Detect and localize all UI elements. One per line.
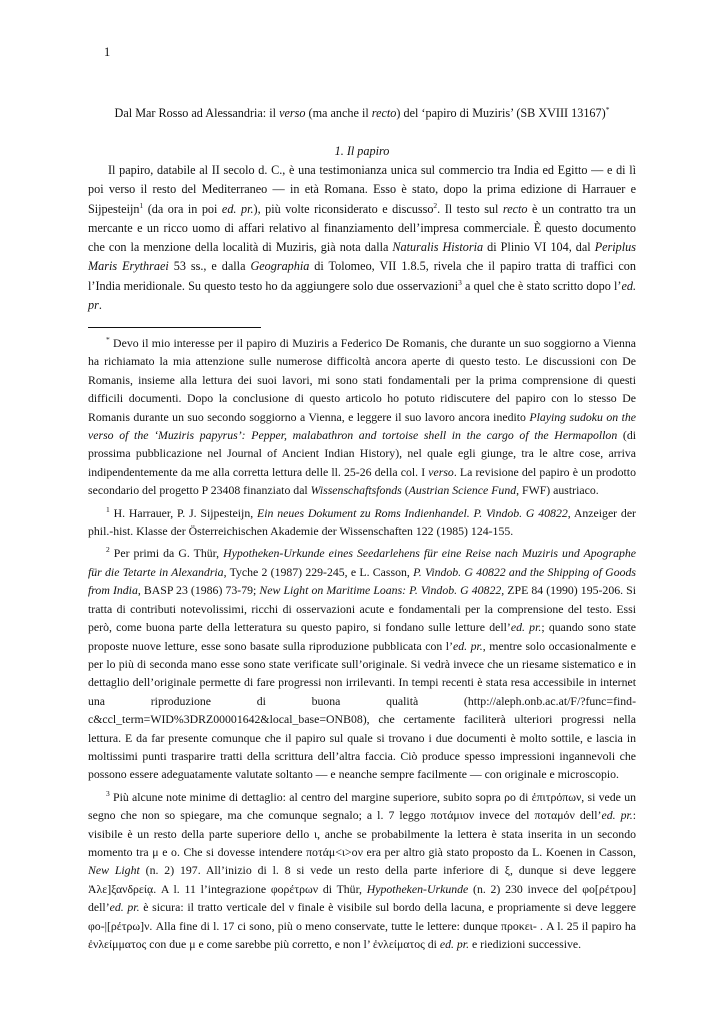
footnote-text: Devo il mio interesse per il papiro di Muziris a Federico De Romanis, che durante un suo soggiorno a Vienna ha richiamato la mia attenzione sulle numerose difficoltà ancora aperte di questo testo. Le discussioni con De Romanis, insieme alla lettura dei suoi lavori, mi sono stati fondamentali per la prima comprensione di questi difficili documenti. Dopo la conclusione di questo articolo ho potuto ridiscutere del papiro con lo stesso De Romanis durante un suo secondo soggiorno a Vienna, e leggere il suo lavoro ancora inedito xyxy=(88,336,636,424)
footnote-3 xyxy=(88,788,636,954)
title-text: Dal Mar Rosso ad Alessandria: il xyxy=(114,106,280,120)
footnote-1 xyxy=(88,504,636,541)
footnote-text: e riedizioni successive. xyxy=(469,937,582,951)
footnote-text: , Tyche 2 (1987) 229-245, e L. Casson, xyxy=(223,564,414,579)
footnote-italic: Ein neues Dokument zu Roms Indienhandel. P. Vindob. G 40822 xyxy=(257,505,568,520)
footnote-text: ; quando sono state proposte nuove letture, esse sono basate sulla riproduzione pubblicata con l’ xyxy=(88,620,636,653)
footnote-italic: verso xyxy=(428,464,454,479)
footnote-text: . La revisione del papiro è un prodotto secondario del progetto P 23408 finanziato dal xyxy=(88,464,636,498)
body-italic: ed. pr xyxy=(88,278,636,313)
footnote-italic: Austrian Science Fund xyxy=(408,483,517,498)
footnote-mark: 2 xyxy=(106,545,110,555)
footnote-text: : visibile è un resto della parte superiore dello ι, anche se probabilmente la lettera è stata inserita in un secondo momento tra μ e ο. Che si dovesse intendere ποτάμ<ι>ον era per altro già stato proposto da L. Koenen in Casson, xyxy=(88,808,636,859)
footnote-ref-1[interactable]: 1 xyxy=(139,200,144,210)
body-text: ), più volte riconsiderato e discusso xyxy=(253,201,434,216)
footnote-italic: Wissenschaftsfonds xyxy=(310,483,402,498)
page-number: 1 xyxy=(104,45,111,59)
footnote-text: , BASP 23 (1986) 73-79; xyxy=(137,583,260,598)
paper-title xyxy=(88,105,636,121)
body-paragraph xyxy=(88,161,636,315)
footnote-mark: 1 xyxy=(106,504,110,514)
body-text: 53 ss., e dalla xyxy=(168,259,251,274)
footnote-italic: ed. pr. xyxy=(453,638,483,653)
body-text: . xyxy=(98,298,102,313)
footnote-text: è sicura: il tratto verticale del ν finale è visibile sul bordo della lacuna, e propriamente si deve leggere φο-|[ρέτρω]ν. Alla fine di l. 17 ci sono, più o meno conservate, tutte le lettere: dunque προκει- . A l. 25 il papiro ha ἐνλείμματος con due μ e come sarebbe più corretto, e non l’ ἐνλείματος di xyxy=(88,900,636,951)
footnote-star xyxy=(88,334,636,500)
footnote-mark: 3 xyxy=(106,788,110,798)
body-text: a quel che è stato scritto dopo l’ xyxy=(461,278,622,293)
body-text: . Il testo sul xyxy=(437,201,503,216)
body-text: di Plinio VI 104, dal xyxy=(483,240,595,255)
footnote-italic: Hypotheken-Urkunde eines Seedarlehens für eine Reise nach Muziris und Apographe für die Tetarte in Alexandria xyxy=(88,546,636,579)
footnote-italic: New Light on Maritime Loans: P. Vindob. G 40822 xyxy=(259,583,502,598)
body-italic: recto xyxy=(502,201,528,216)
footnote-text: (n. 2) 230 invece del φο[ρέτρου] dell’ xyxy=(88,881,636,915)
footnote-mark: * xyxy=(106,335,110,344)
footnote-text: (di prossima pubblicazione nel Journal of Ancient Indian History), nel quale egli giunge, tra le altre cose, arriva indipendentemente da me alla corretta lettura delle ll. 25-26 della col. I xyxy=(88,428,636,479)
footnote-italic: ed. pr. xyxy=(601,808,633,823)
footnote-italic: Playing sudoku on the verso of the ‘Muziris papyrus’: Pepper, malabathron and tortoise shell in the cargo of the Hermapollon xyxy=(88,409,637,443)
footnote-italic: ed. pr. xyxy=(439,937,470,951)
body-text: è un contratto tra un mercante e un ricco uomo di affari relativo al finanziamento dell’impresa commerciale. È questo documento che con la menzione della località di Muziris, già nota dalla xyxy=(88,201,636,255)
body-italic: Periplus Maris Erythraei xyxy=(88,240,637,274)
footnote-text: Per primi da G. Thür, xyxy=(109,546,224,561)
footnote-ref-3[interactable]: 3 xyxy=(458,277,462,287)
body-text: (da ora in poi xyxy=(143,201,222,216)
body-italic: Geographia xyxy=(250,259,310,274)
footnote-ref-star[interactable]: * xyxy=(605,105,610,114)
body-italic: Naturalis Historia xyxy=(392,240,484,255)
footnote-text: H. Harrauer, P. J. Sijpesteijn, xyxy=(109,505,257,520)
body-text: Il papiro, databile al II secolo d. C., è una testimonianza unica sul commercio tra India ed Egitto — e di lì poi verso il resto del Mediterraneo — in età Romana. Esso è stato, dopo la prima edizione di Harrauer e Sijpesteijn xyxy=(88,163,636,216)
footnote-text: ( xyxy=(401,483,409,498)
body-italic: ed. pr. xyxy=(221,201,254,216)
footnote-italic: New Light xyxy=(88,863,140,878)
title-italic: recto xyxy=(371,106,397,120)
footnote-text: , FWF) austriaco. xyxy=(516,483,599,498)
footnote-italic: P. Vindob. G 40822 and the Shipping of Goods from India xyxy=(88,564,636,598)
footnote-ref-2[interactable]: 2 xyxy=(433,200,438,210)
title-text: ) del ‘papiro di Muziris’ (SB XVIII 13167) xyxy=(396,106,606,120)
footnote-text: , ZPE 84 (1990) 195-206. Si tratta di contributi notevolissimi, ricchi di osservazioni acute e fondamentali per la comprensione del testo. Essi però, come buona parte della letteratura su questo papiro, si fondano sulle letture dell’ xyxy=(88,583,636,635)
footnote-italic: ed. pr. xyxy=(510,620,542,635)
footnotes xyxy=(88,334,636,957)
footnote-text: , mentre solo occasionalmente e per lo più di seconda mano esse sono state verificate sull’originale. Si vedrà invece che un riesame sistematico e in dettaglio dell’originale permette di fare progressi non irrilevanti. In tempi recenti è stata resa accessibile in internet una riproduzione di buona qualità (http://aleph.onb.ac.at/F/?func=find-c&ccl_term=WID%3DRZ00001642&local_base=ONB08), che certamente faciliterà ulteriori progressi nella lettura. E da far presente comunque che il papiro sul quale si trovano i due documenti è molto sottile, e lascia in moltissimi punti trasparire tratti della scrittura dell’altra faccia. Ciò produce spesso impressioni ingannevoli che possono essere adeguatamente valutate soltanto — e neanche sempre facilmente — con originale e microscopio. xyxy=(88,638,636,782)
footnote-italic: Hypotheken-Urkunde xyxy=(366,881,469,896)
footnote-2 xyxy=(88,544,636,783)
body-text: di Tolomeo, VII 1.8.5, rivela che il papiro tratta di traffici con l’India meridionale. Su questo testo ho da aggiungere solo due osservazioni xyxy=(88,259,636,293)
footnote-text: (n. 2) 197. All’inizio di l. 8 si vede un resto della parte inferiore di ξ, dunque si deve leggere Ἀλε]ξανδρείᾳ. A l. 11 l’integrazione φορέτρων di Thür, xyxy=(88,863,636,896)
title-text: (ma anche il xyxy=(305,106,372,120)
footnote-italic: ed. pr. xyxy=(109,900,140,915)
footnote-text: Più alcune note minime di dettaglio: al centro del margine superiore, subito sopra ρο di ἐπιτρόπων, si vede un segno che non so spiegare, ma che comunque segnalo; a l. 7 leggo ποτάμιον invece del ποταμόν dell’ xyxy=(88,789,636,823)
title-italic: verso xyxy=(279,106,306,120)
section-heading: 1. Il papiro xyxy=(334,144,390,158)
footnote-text: , Anzeiger der phil.-hist. Klasse der Österreichischen Akademie der Wissenschaften 122 (1985) 124-155. xyxy=(88,505,636,539)
footnote-separator xyxy=(88,327,261,328)
